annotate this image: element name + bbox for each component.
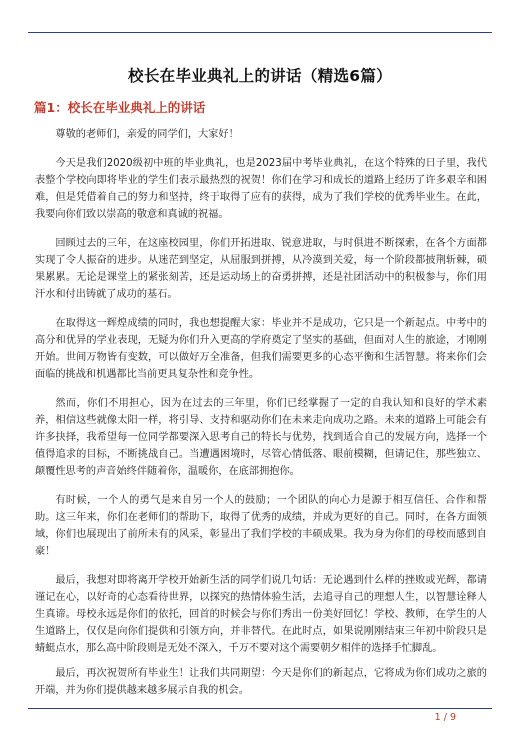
paragraph: 然而，你们不用担心，因为在过去的三年里，你们已经掌握了一定的自我认知和良好的学术素养，相信这些就像太阳一样，将引导、支持和驱动你们在未来走向成功之路。未来的道路上可能会有许多抉择，我希望每一位同学都要深入思考自己的特长与优势，找到适合自己的发展方向，选择一个值得追求的目标，不断挑战自己。当遭遇困境时，尽管心情低落、眼前模糊，但请记住，那些独立、颠覆性思考的声音始终伴随着你，温暖你，在底部拥抱你。: [35, 398, 487, 477]
footer-rule: [28, 708, 492, 709]
page-indicator: 1 / 9: [434, 712, 456, 723]
paragraph: 有时候，一个人的勇气是来自另一个人的鼓励；一个团队的向心力是源于相互信任、合作和帮助。这三年来，你们在老师们的帮助下，取得了优秀的成绩，并成为更好的自己。同时，在各方面领域，你们也展现出了前所未有的风采，彰显出了我们学校的丰硕成果。我为身为你们的母校而感到自豪！: [35, 495, 487, 557]
document-body: [35, 126, 487, 699]
paragraph-greeting: 尊敬的老师们，亲爱的同学们，大家好！: [55, 129, 239, 140]
section-title: 篇1：校长在毕业典礼上的讲话: [34, 100, 206, 115]
paragraph: 回顾过去的三年，在这座校园里，你们开拓进取、锐意进取，与时俱进不断探索，在各个方面都实现了令人振奋的进步。从迷茫到坚定，从屈服到拼搏，从冷漠到关爱，每一个阶段都披荆斩棘，硕果累累。无论是课堂上的紧张刻苦，还是运动场上的奋勇拼搏，还是社团活动中的积极参与，你们用汗水和付出铸就了成功的基石。: [35, 238, 487, 300]
paragraph: 最后，我想对即将离开学校开始新生活的同学们说几句话：无论遇到什么样的挫败或光辉，都请谨记在心，以好奇的心态看待世界，以探究的热情体验生活，去追寻自己的理想人生，以智慧诠释人生真谛。母校永远是你们的依托，回首的时候会与你们秀出一份美好回忆！学校、教师，在学生的人生道路上，仅仅是向你们提供和引领方向，并非替代。在此时点，如果说刚刚结束三年初中阶段只是蜻蜓点水，那么高中阶段则是无处不深入，千万不要对这个需要朝夕相伴的选择手忙脚乱。: [35, 575, 487, 654]
paragraph-closing: 最后，再次祝贺所有毕业生！让我们共同期望：今天是你们的新起点，它将成为你们成功之旅的开端，并为你们提供越来越多展示自我的机会。: [35, 668, 487, 696]
paragraph: 在取得这一辉煌成绩的同时，我也想提醒大家：毕业并不是成功，它只是一个新起点。中考中的高分和优异的学业表现，无疑为你们升入更高的学府奠定了坚实的基础，但面对人生的旅途，才刚刚开始。世间万物皆有变数，可以做好万全准备，但我们需要更多的心态平衡和生活智慧。将来你们会面临的挑战和机遇都比当前更具复杂性和竞争性。: [35, 318, 487, 380]
paragraph: 今天是我们2020级初中班的毕业典礼，也是2023届中考毕业典礼，在这个特殊的日子里，我代表整个学校向即将毕业的学生们表示最热烈的祝贺！你们在学习和成长的道路上经历了许多艰辛和困难，但是凭借着自己的努力和坚持，终于取得了应有的获得，成为了我们学校的优秀毕业生。在此，我要向你们致以崇高的敬意和真诚的祝福。: [35, 158, 487, 220]
page-title: 校长在毕业典礼上的讲话（精选6篇）: [128, 67, 392, 85]
header-rule: [28, 32, 492, 33]
